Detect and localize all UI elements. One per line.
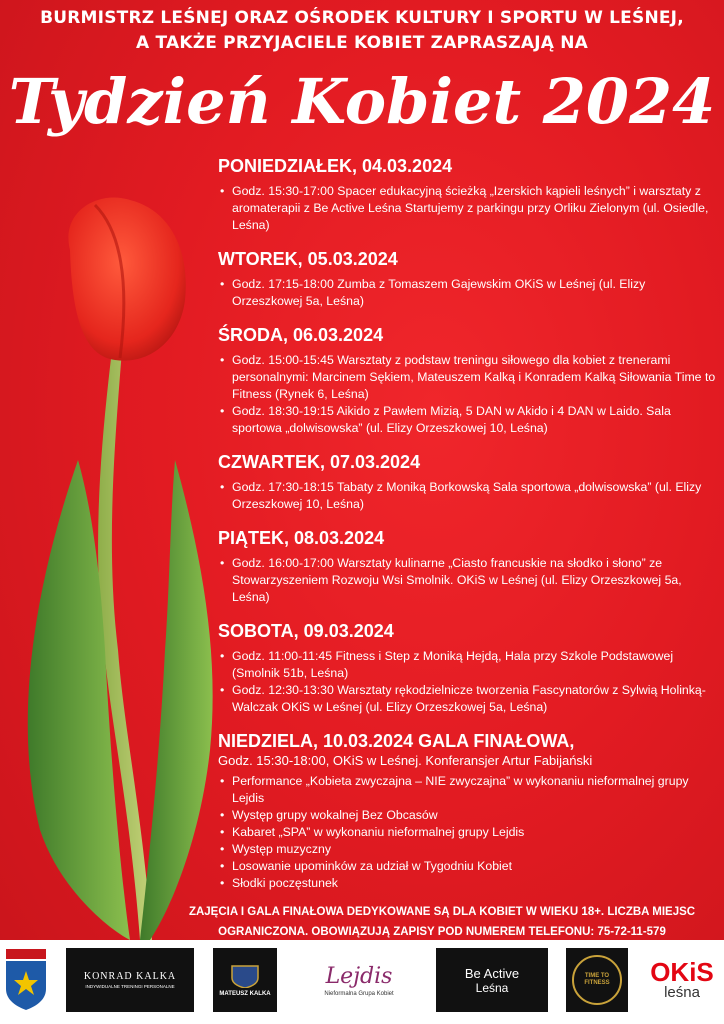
day-monday (218, 155, 718, 234)
gala-program-list (218, 773, 718, 892)
shield-icon (230, 964, 260, 988)
event-item: • Godz. 11:00-11:45 Fitness i Step z Moniką Hejdą, Hala przy Szkole Podstawowej (Smolnik 51b, Leśna) (218, 648, 718, 682)
event-item: • Godz. 17:15-18:00 Zumba z Tomaszem Gajewskim OKiS w Leśnej (ul. Elizy Orzeszkowej 5a, Leśna) (218, 276, 718, 310)
day-saturday (218, 620, 718, 716)
gala-item: • Występ grupy wokalnej Bez Obcasów (218, 807, 718, 824)
event-item: • Godz. 17:30-18:15 Tabaty z Moniką Borkowską Sala sportowa „dolwisowska” (ul. Elizy Orzeszkowej 10, Leśna) (218, 479, 718, 513)
gala-item: • Występ muzyczny (218, 841, 718, 858)
lejdis-subtitle: Nieformalna Grupa Kobiet (324, 990, 394, 997)
time-to-fitness-name: TIME TO FITNESS (572, 955, 622, 1005)
day-wednesday (218, 324, 718, 437)
event-list (218, 555, 718, 606)
event-list (218, 276, 718, 310)
event-list (218, 479, 718, 513)
header-line-2: A TAKŻE PRZYJACIELE KOBIET ZAPRASZAJĄ NA (136, 33, 588, 53)
gala-item: • Słodki poczęstunek (218, 875, 718, 892)
okis-location: leśna (664, 984, 700, 1001)
event-list (218, 648, 718, 716)
gala-subtitle: Godz. 15:30-18:00, OKiS w Leśnej. Konferansjer Artur Fabijański (218, 753, 593, 768)
time-to-fitness-logo (566, 948, 628, 1012)
konrad-kalka-subtitle: INDYWIDUALNE TRENINGI PERSONALNE (85, 984, 175, 989)
lejdis-name: Lejdis (325, 963, 393, 989)
konrad-kalka-logo (66, 948, 194, 1012)
okis-lesna-logo (642, 948, 722, 1012)
day-thursday (218, 451, 718, 513)
day-tuesday (218, 248, 718, 310)
registration-note (160, 902, 724, 942)
event-item: • Godz. 16:00-17:00 Warsztaty kulinarne „Ciasto francuskie na słodko i słono” ze Stowarzyszeniem Rozwoju Wsi Smolnik. OKiS w Leśnej (ul. Elizy Orzeszkowej 5a, Leśna) (218, 555, 718, 606)
event-item: • Godz. 15:00-15:45 Warsztaty z podstaw treningu siłowego dla kobiet z trenerami personalnymi: Marcinem Sękiem, Mateuszem Kalką i Konradem Kalką Siłowania Time to Fitness (Rynek 6, Leśna) (218, 352, 718, 403)
event-item: • Godz. 15:30-17:00 Spacer edukacyjną ścieżką „Izerskich kąpieli leśnych” i warsztaty z aromaterapii z Be Active Leśna Startujemy z parkingu przy Orliku Zielonym (ul. Osiedle, Leśna) (218, 183, 718, 234)
day-heading: PONIEDZIAŁEK, 04.03.2024 (218, 156, 453, 176)
page-title: Tydzień Kobiet 2024 (8, 65, 716, 138)
header (0, 6, 724, 56)
lesna-coat-of-arms-logo (4, 948, 48, 1012)
okis-name: OKiS (650, 957, 714, 987)
event-list (218, 183, 718, 234)
header-line-1: BURMISTRZ LEŚNEJ ORAZ OŚRODEK KULTURY I SPORTU W LEŚNEJ, (40, 8, 684, 28)
coat-of-arms-icon (4, 949, 48, 1011)
event-item: • Godz. 18:30-19:15 Aikido z Pawłem Mizią, 5 DAN w Akido i 4 DAN w Laido. Sala sportowa „dolwisowska” (ul. Elizy Orzeszkowej 10, Leśna) (218, 403, 718, 437)
day-heading: ŚRODA, 06.03.2024 (218, 325, 384, 345)
event-list (218, 352, 718, 437)
schedule (218, 155, 718, 906)
mateusz-kalka-logo (213, 948, 277, 1012)
tulip-illustration (0, 190, 240, 940)
mateusz-kalka-name: MATEUSZ KALKA (219, 990, 271, 997)
be-active-location: Leśna (475, 980, 509, 995)
day-heading: PIĄTEK, 08.03.2024 (218, 528, 385, 548)
registration-note-line-2: OGRANICZONA. OBOWIĄZUJĄ ZAPISY POD NUMEREM TELEFONU: 75-72-11-579 (218, 926, 666, 938)
event-item: • Godz. 12:30-13:30 Warsztaty rękodzielnicze tworzenia Fascynatorów z Sylwią Holinką-Walczak OKiS w Leśnej (ul. Elizy Orzeszkowej 5a, Leśna) (218, 682, 718, 716)
be-active-lesna-logo (436, 948, 548, 1012)
day-heading: WTOREK, 05.03.2024 (218, 249, 398, 269)
day-heading: CZWARTEK, 07.03.2024 (218, 452, 421, 472)
day-sunday-gala (218, 730, 718, 892)
gala-item: • Kabaret „SPA” w wykonaniu nieformalnej grupy Lejdis (218, 824, 718, 841)
be-active-name: Be Active (464, 965, 520, 981)
gala-item: • Losowanie upominków za udział w Tygodniu Kobiet (218, 858, 718, 875)
konrad-kalka-name: KONRAD KALKA (83, 971, 177, 982)
day-heading: SOBOTA, 09.03.2024 (218, 621, 394, 641)
gala-item: • Performance „Kobieta zwyczajna – NIE zwyczajna” w wykonaniu nieformalnej grupy Lejdis (218, 773, 718, 807)
day-friday (218, 527, 718, 606)
sponsor-logos-bar (0, 940, 724, 1024)
gala-heading: NIEDZIELA, 10.03.2024 GALA FINAŁOWA, (218, 731, 575, 751)
registration-note-line-1: ZAJĘCIA I GALA FINAŁOWA DEDYKOWANE SĄ DLA KOBIET W WIEKU 18+. LICZBA MIEJSC (188, 906, 696, 918)
lejdis-logo (300, 948, 418, 1012)
